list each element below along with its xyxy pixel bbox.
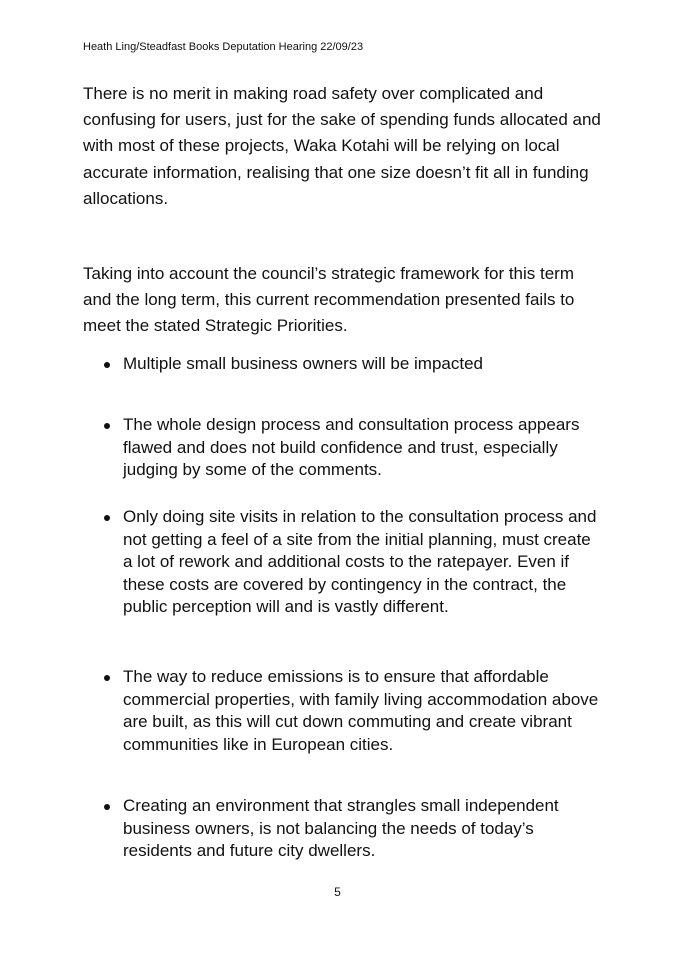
page-number: 5 (334, 885, 341, 899)
list-item-text: The way to reduce emissions is to ensure that affordable commercial properties, with family living accommodation above are built, as this will cut down commuting and create vibrant communities like in European cities. (123, 667, 599, 754)
list-item-text: Only doing site visits in relation to the consultation process and not getting a feel of a site from the initial planning, must create a lot of rework and additional costs to the ratepayer. Even if these costs are covered by contingency in the contract, the public perception will and is vastly different. (123, 507, 597, 617)
bullet-icon (104, 423, 110, 429)
list-item (123, 353, 603, 376)
paragraph-road-safety: There is no merit in making road safety over complicated and confusing for users, just for the sake of spending funds allocated and with most of these projects, Waka Kotahi will be relying on local accurate information, realising that one size doesn’t fit all in funding allocations. (83, 84, 601, 208)
list-item (123, 666, 603, 756)
list-item (123, 795, 603, 863)
list-item (123, 506, 603, 619)
list-item-text: The whole design process and consultation process appears flawed and does not build confidence and trust, especially judging by some of the comments. (123, 415, 580, 480)
list-item (123, 414, 603, 482)
paragraph-strategic-framework: Taking into account the council’s strategic framework for this term and the long term, this current recommendation presented fails to meet the stated Strategic Priorities. (83, 264, 575, 336)
bullet-icon (104, 515, 110, 521)
list-item-text: Creating an environment that strangles small independent business owners, is not balancing the needs of today’s residents and future city dwellers. (123, 796, 559, 861)
document-header: Heath Ling/Steadfast Books Deputation Hearing 22/09/23 (83, 41, 364, 53)
bullet-icon (104, 675, 110, 681)
list-item-text: Multiple small business owners will be impacted (123, 354, 483, 373)
bullet-icon (104, 362, 110, 368)
bullet-icon (104, 804, 110, 810)
